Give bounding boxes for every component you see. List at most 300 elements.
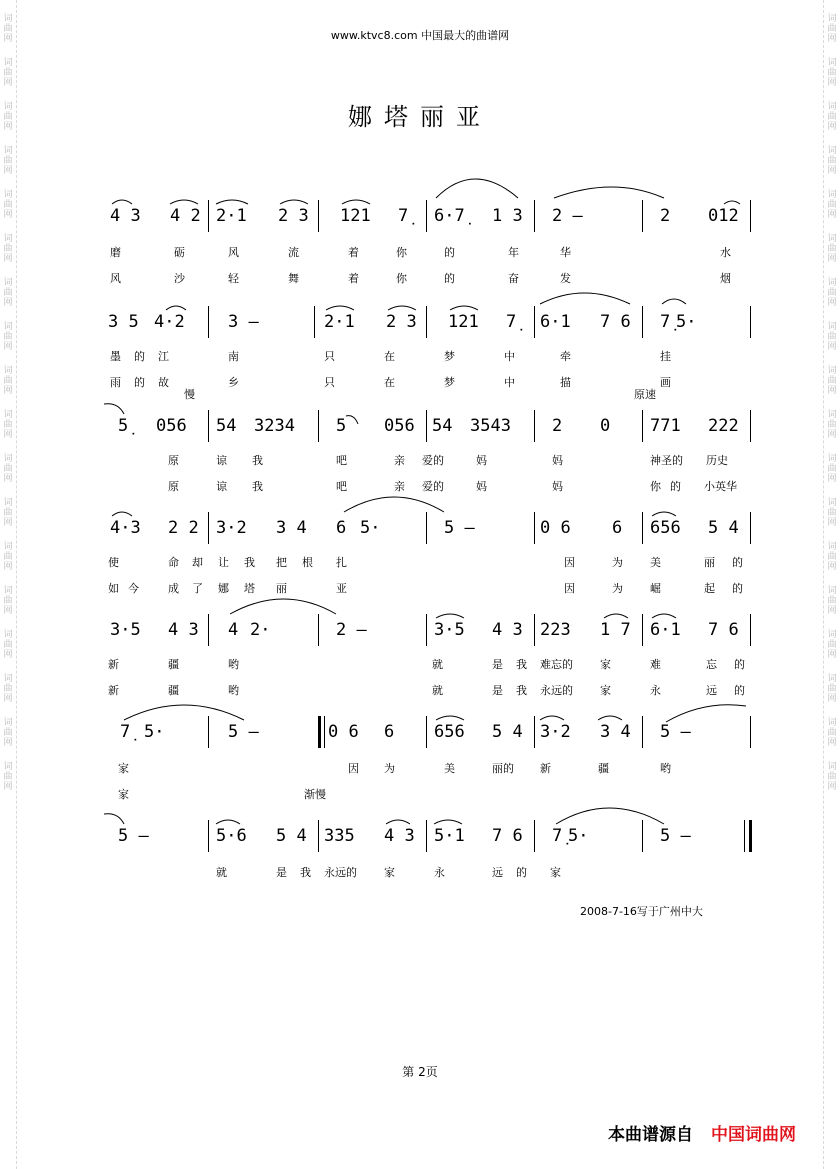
watermark-char: 词 <box>827 322 837 332</box>
watermark-char: 词 <box>3 102 13 112</box>
lyric: 新 <box>108 684 119 697</box>
bar-line <box>534 716 535 748</box>
watermark-char: 词 <box>3 366 13 376</box>
note-group: 4·3 <box>110 518 141 538</box>
bar-line <box>426 200 427 232</box>
lyric: 疆 <box>598 762 609 775</box>
watermark-char: 词 <box>3 498 13 508</box>
lyric: 家 <box>118 788 129 801</box>
lyric: 乡 <box>228 376 239 389</box>
lyric: 永远的 <box>540 684 573 697</box>
watermark-char: 词 <box>827 674 837 684</box>
watermark-char: 曲 <box>827 244 837 254</box>
watermark-char: 网 <box>3 342 13 352</box>
lyric: 的 <box>732 556 743 569</box>
lyric: 忘 <box>706 658 717 671</box>
lyric: 根 <box>302 556 313 569</box>
note-group: 5·1 <box>434 826 465 846</box>
note-group: 3·2 <box>540 722 571 742</box>
lyric: 水 <box>720 246 731 259</box>
note-group: 0 6 <box>540 518 571 538</box>
note-group: 2·1 <box>324 312 355 332</box>
watermark-char: 词 <box>3 762 13 772</box>
watermark-char: 曲 <box>3 420 13 430</box>
bar-line <box>750 512 751 544</box>
tempo-mark: 渐慢 <box>304 788 326 801</box>
lyric: 因 <box>564 582 575 595</box>
lyric: 永远的 <box>324 866 357 879</box>
bar-line <box>642 820 643 852</box>
watermark-char: 曲 <box>827 640 837 650</box>
lyric: 我 <box>252 454 263 467</box>
bar-line <box>534 820 535 852</box>
lyric: 的 <box>444 272 455 285</box>
watermark-char: 词 <box>827 630 837 640</box>
lyric: 中 <box>504 350 515 363</box>
note-group: 5· <box>360 518 381 538</box>
bar-line <box>426 716 427 748</box>
watermark-char: 曲 <box>3 112 13 122</box>
note-group: 6 <box>612 518 623 538</box>
lyric: 原 <box>168 454 179 467</box>
watermark-char: 网 <box>827 694 837 704</box>
lyric: 在 <box>384 376 395 389</box>
lyric: 风 <box>110 272 121 285</box>
watermark-char: 词 <box>3 674 13 684</box>
lyric: 江 <box>158 350 169 363</box>
watermark-char: 网 <box>827 430 837 440</box>
watermark-char: 曲 <box>827 24 837 34</box>
bar-line <box>534 410 535 442</box>
lyric: 家 <box>384 866 395 879</box>
lyric: 故 <box>158 376 169 389</box>
lyric: 哟 <box>660 762 671 775</box>
note-group: 7 6 <box>708 620 739 640</box>
note-group: 5·6 <box>216 826 247 846</box>
site-header: www.ktvc8.com 中国最大的曲谱网 <box>330 29 510 42</box>
lyric: 舞 <box>288 272 299 285</box>
lyric: 疆 <box>168 684 179 697</box>
source-footer <box>608 1120 796 1145</box>
watermark-char: 词 <box>3 542 13 552</box>
lyric: 我 <box>516 684 527 697</box>
slur-marks <box>104 820 756 860</box>
watermark-char: 曲 <box>3 464 13 474</box>
repeat-bar-line <box>318 716 321 748</box>
bar-line <box>642 306 643 338</box>
note-group: 4·2 <box>154 312 185 332</box>
watermark-char: 词 <box>3 630 13 640</box>
lyric: 风 <box>228 246 239 259</box>
lyric: 新 <box>540 762 551 775</box>
lyric: 发 <box>560 272 571 285</box>
bar-line <box>426 410 427 442</box>
lyric: 的 <box>670 480 681 493</box>
note-group: 5 <box>336 416 347 436</box>
watermark-char: 网 <box>3 606 13 616</box>
note-group: 4 3 <box>384 826 415 846</box>
footer-brand-link[interactable]: 中国词曲网 <box>711 1125 796 1145</box>
note-group: 7̣ <box>660 312 671 332</box>
tempo-mark: 原速 <box>634 388 656 401</box>
lyric: 磨 <box>110 246 121 259</box>
note-group: 3·2 <box>216 518 247 538</box>
lyric: 吧 <box>336 480 347 493</box>
bar-line <box>426 820 427 852</box>
note-group: 6 <box>336 518 347 538</box>
note-group: 3 – <box>228 312 259 332</box>
watermark-char: 曲 <box>3 288 13 298</box>
bar-line <box>750 716 751 748</box>
lyric: 着 <box>348 246 359 259</box>
slur-marks <box>104 716 756 756</box>
lyric: 难 <box>650 658 661 671</box>
lyric: 画 <box>660 376 671 389</box>
note-group: 2 – <box>552 206 583 226</box>
watermark-char: 网 <box>827 166 837 176</box>
bar-line <box>534 306 535 338</box>
note-group: 7 6 <box>600 312 631 332</box>
note-group: 012 <box>708 206 739 226</box>
watermark-char: 网 <box>3 122 13 132</box>
watermark-char: 网 <box>827 34 837 44</box>
lyric: 扎 <box>336 556 347 569</box>
lyric: 沙 <box>174 272 185 285</box>
watermark-char: 网 <box>3 562 13 572</box>
note-group: 5· <box>568 826 589 846</box>
bar-line <box>642 200 643 232</box>
bar-line <box>534 614 535 646</box>
bar-line <box>426 512 427 544</box>
lyric: 永 <box>650 684 661 697</box>
lyric: 疆 <box>168 658 179 671</box>
watermark-char: 网 <box>827 342 837 352</box>
lyric: 的 <box>734 658 745 671</box>
bar-line <box>750 614 751 646</box>
note-group: 3 4 <box>276 518 307 538</box>
lyric: 就 <box>216 866 227 879</box>
watermark-char: 曲 <box>827 772 837 782</box>
watermark-char: 词 <box>3 190 13 200</box>
note-group: 5 – <box>444 518 475 538</box>
watermark-char: 网 <box>3 782 13 792</box>
lyric: 牵 <box>560 350 571 363</box>
note-group: 6 <box>384 722 395 742</box>
lyric: 远 <box>492 866 503 879</box>
watermark-char: 网 <box>827 474 837 484</box>
lyric: 就 <box>432 658 443 671</box>
watermark-char: 词 <box>827 542 837 552</box>
watermark-char: 曲 <box>3 728 13 738</box>
watermark-char: 曲 <box>3 640 13 650</box>
note-group: 5· <box>144 722 165 742</box>
lyric: 烟 <box>720 272 731 285</box>
watermark-char: 词 <box>827 366 837 376</box>
note-group: 222 <box>708 416 739 436</box>
bar-line <box>534 512 535 544</box>
note-group: 5 – <box>660 722 691 742</box>
note-group: 0 <box>600 416 611 436</box>
lyric: 在 <box>384 350 395 363</box>
lyric: 家 <box>600 658 611 671</box>
watermark-char: 曲 <box>827 156 837 166</box>
note-group: 2 <box>552 416 563 436</box>
watermark-char: 网 <box>3 254 13 264</box>
watermark-char: 曲 <box>3 376 13 386</box>
lyric: 奋 <box>508 272 519 285</box>
note-group: 5̣ <box>118 416 129 436</box>
watermark-char: 网 <box>3 474 13 484</box>
song-title: 娜塔丽亚 <box>348 103 492 131</box>
composition-date-note: 2008-7-16写于广州中大 <box>580 905 703 918</box>
bar-line <box>534 200 535 232</box>
lyric: 因 <box>564 556 575 569</box>
lyric: 挂 <box>660 350 671 363</box>
note-group: 7̣ <box>552 826 563 846</box>
lyric: 流 <box>288 246 299 259</box>
bar-line <box>208 820 209 852</box>
lyric: 为 <box>612 556 623 569</box>
watermark-char: 词 <box>3 58 13 68</box>
watermark-char: 曲 <box>3 684 13 694</box>
watermark-char: 网 <box>827 78 837 88</box>
lyric: 美 <box>650 556 661 569</box>
slur-marks <box>104 200 756 240</box>
lyric: 亲 <box>394 454 405 467</box>
watermark-char: 词 <box>827 762 837 772</box>
watermark-char: 曲 <box>827 200 837 210</box>
bar-line <box>750 306 751 338</box>
watermark-char: 网 <box>3 518 13 528</box>
bar-line <box>208 200 209 232</box>
note-group: 2 3 <box>386 312 417 332</box>
note-group: 2 3 <box>278 206 309 226</box>
lyric: 吧 <box>336 454 347 467</box>
note-group: 5 4 <box>276 826 307 846</box>
lyric: 小英华 <box>704 480 737 493</box>
bar-line <box>208 410 209 442</box>
watermark-char: 曲 <box>3 552 13 562</box>
watermark-char: 词 <box>3 146 13 156</box>
watermark-char: 曲 <box>3 332 13 342</box>
watermark-char: 词 <box>827 454 837 464</box>
lyric: 家 <box>118 762 129 775</box>
watermark-char: 网 <box>3 650 13 660</box>
lyric: 的 <box>444 246 455 259</box>
note-group: 5 – <box>118 826 149 846</box>
footer-prefix: 本曲谱源自 <box>608 1125 693 1145</box>
watermark-char: 网 <box>3 386 13 396</box>
note-group: 1 3 <box>492 206 523 226</box>
lyric: 哟 <box>228 684 239 697</box>
bar-line <box>642 716 643 748</box>
lyric: 着 <box>348 272 359 285</box>
bar-line <box>642 410 643 442</box>
note-group: 3234 <box>254 416 295 436</box>
note-group: 3 5 <box>108 312 139 332</box>
note-group: 4 2 <box>170 206 201 226</box>
note-group: 2 <box>660 206 671 226</box>
watermark-char: 词 <box>827 586 837 596</box>
bar-line <box>642 614 643 646</box>
lyric: 今 <box>128 582 139 595</box>
note-group: 121 <box>448 312 479 332</box>
note-group: 2· <box>250 620 271 640</box>
lyric: 雨 <box>110 376 121 389</box>
bar-line <box>318 614 319 646</box>
note-group: 656 <box>434 722 465 742</box>
watermark-char: 网 <box>827 606 837 616</box>
lyric: 亚 <box>336 582 347 595</box>
lyric: 崛 <box>650 582 661 595</box>
lyric: 命 <box>168 556 179 569</box>
watermark-char: 词 <box>3 410 13 420</box>
lyric: 为 <box>612 582 623 595</box>
watermark-char: 网 <box>3 738 13 748</box>
watermark-char: 词 <box>827 234 837 244</box>
lyric: 的 <box>734 684 745 697</box>
note-group: 6·1 <box>540 312 571 332</box>
note-group: 7̣ <box>506 312 517 332</box>
lyric: 华 <box>560 246 571 259</box>
watermark-char: 曲 <box>3 772 13 782</box>
note-group: 2 2 <box>168 518 199 538</box>
lyric: 是 <box>276 866 287 879</box>
lyric: 的 <box>134 376 145 389</box>
lyric: 的 <box>134 350 145 363</box>
watermark-char: 词 <box>3 586 13 596</box>
bar-line <box>750 410 751 442</box>
lyric: 家 <box>550 866 561 879</box>
lyric: 就 <box>432 684 443 697</box>
bar-line <box>208 306 209 338</box>
lyric: 的 <box>516 866 527 879</box>
lyric: 亲 <box>394 480 405 493</box>
page-number: 第 2页 <box>402 1065 438 1079</box>
watermark-char: 曲 <box>3 200 13 210</box>
watermark-char: 词 <box>3 278 13 288</box>
note-group: 656 <box>650 518 681 538</box>
bar-line <box>324 716 325 748</box>
note-group: 7̣ <box>398 206 409 226</box>
lyric: 中 <box>504 376 515 389</box>
watermark-char: 曲 <box>827 420 837 430</box>
watermark-char: 词 <box>827 190 837 200</box>
lyric: 原 <box>168 480 179 493</box>
watermark-char: 词 <box>3 14 13 24</box>
note-group: 3 4 <box>600 722 631 742</box>
watermark-char: 网 <box>3 34 13 44</box>
note-group: 771 <box>650 416 681 436</box>
lyric: 妈 <box>552 480 563 493</box>
bar-line <box>426 306 427 338</box>
watermark-char: 曲 <box>3 508 13 518</box>
bar-line <box>744 820 745 852</box>
note-group: 3·5 <box>434 620 465 640</box>
note-group: 6·7̣ <box>434 206 465 226</box>
lyric: 丽 <box>276 582 287 595</box>
lyric: 因 <box>348 762 359 775</box>
watermark-char: 网 <box>3 298 13 308</box>
watermark-char: 网 <box>827 386 837 396</box>
lyric: 丽的 <box>492 762 514 775</box>
lyric: 丽 <box>704 556 715 569</box>
bar-line <box>208 512 209 544</box>
watermark-char: 网 <box>3 210 13 220</box>
watermark-char: 曲 <box>3 68 13 78</box>
lyric: 谅 <box>216 480 227 493</box>
note-group: 6·1 <box>650 620 681 640</box>
bar-line <box>318 200 319 232</box>
note-group: 3·5 <box>110 620 141 640</box>
note-group: 1 7 <box>600 620 631 640</box>
lyric: 墨 <box>110 350 121 363</box>
watermark-char: 曲 <box>3 596 13 606</box>
lyric: 塔 <box>244 582 255 595</box>
lyric: 南 <box>228 350 239 363</box>
note-group: 3543 <box>470 416 511 436</box>
note-group: 4 3 <box>492 620 523 640</box>
lyric: 你 <box>396 246 407 259</box>
watermark-char: 词 <box>827 410 837 420</box>
lyric: 新 <box>108 658 119 671</box>
lyric: 娜 <box>218 582 229 595</box>
lyric: 使 <box>108 556 119 569</box>
lyric: 砺 <box>174 246 185 259</box>
lyric: 家 <box>600 684 611 697</box>
watermark-char: 网 <box>827 298 837 308</box>
note-group: 056 <box>156 416 187 436</box>
lyric: 把 <box>276 556 287 569</box>
lyric: 神圣的 <box>650 454 683 467</box>
watermark-char: 曲 <box>3 24 13 34</box>
watermark-char: 曲 <box>827 684 837 694</box>
watermark-char: 词 <box>3 234 13 244</box>
lyric: 我 <box>244 556 255 569</box>
watermark-char: 曲 <box>827 552 837 562</box>
lyric: 你 <box>650 480 661 493</box>
lyric: 却 <box>192 556 203 569</box>
watermark-char: 曲 <box>3 244 13 254</box>
lyric: 起 <box>704 582 715 595</box>
watermark-char: 曲 <box>827 288 837 298</box>
lyric: 历史 <box>706 454 728 467</box>
bar-line <box>426 614 427 646</box>
lyric: 为 <box>384 762 395 775</box>
watermark-char: 词 <box>827 278 837 288</box>
lyric: 年 <box>508 246 519 259</box>
watermark-char: 曲 <box>827 464 837 474</box>
bar-line <box>208 716 209 748</box>
watermark-char: 网 <box>3 166 13 176</box>
lyric: 的 <box>732 582 743 595</box>
watermark-char: 词 <box>827 146 837 156</box>
watermark-char: 词 <box>827 498 837 508</box>
watermark-char: 曲 <box>827 68 837 78</box>
watermark-char: 词 <box>827 718 837 728</box>
note-group: 121 <box>340 206 371 226</box>
lyric: 如 <box>108 582 119 595</box>
watermark-char: 网 <box>827 210 837 220</box>
lyric: 难忘的 <box>540 658 573 671</box>
bar-line <box>318 820 319 852</box>
lyric: 描 <box>560 376 571 389</box>
lyric: 妈 <box>552 454 563 467</box>
watermark-char: 曲 <box>827 596 837 606</box>
note-group: 54 <box>216 416 237 436</box>
lyric: 谅 <box>216 454 227 467</box>
note-group: 5 4 <box>708 518 739 538</box>
